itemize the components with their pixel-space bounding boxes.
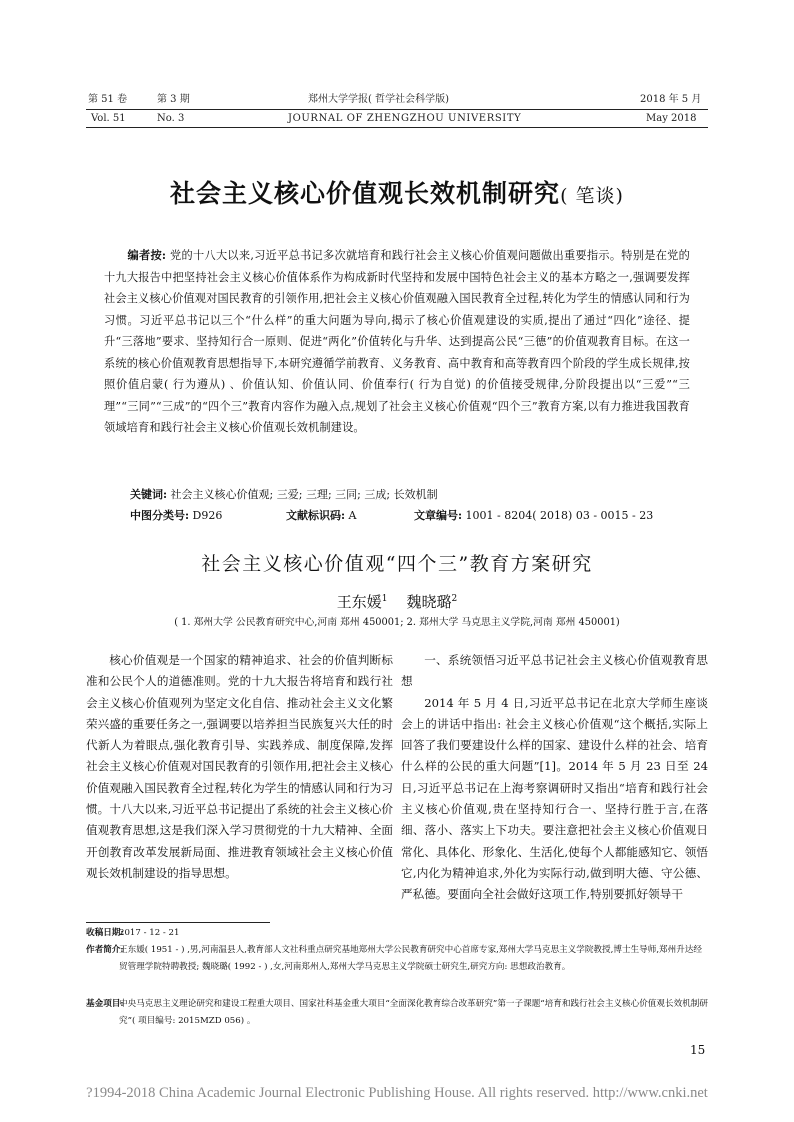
author-1: 王东媛 [336,593,382,611]
keywords [130,488,438,502]
footnote-received [86,925,708,942]
article-title: 社会主义核心价值观“四个三”教育方案研究 [201,553,593,575]
document-code [286,509,357,523]
fund-label: 基金项目: [86,999,124,1009]
section-1-paragraph: 2014 年 5 月 4 日,习近平总书记在北京大学师生座谈会上的讲话中指出: 社会主义核心价值观“这个概括,实际上回答了我们要建设什么样的国家、建设什么样的社会、培育什么样的公民的重大问题”[1]。2014 年 5 月 23 日至 24 日,习近平总书记在上海考察调研时又指出“培育和践行社会主义核心价值观,贵在坚持知行合一、坚持行胜于言,在落细、落小、落实上下功夫。要注意把社会主义核心价值观日常化、具体化、形象化、生活化,使每个人都能感知它、领悟它,内化为精神追求,外化为实际行动,做到明大德、守公德、严私德。要面向全社会做好这项工作,特别要抓好领导干 [401,695,708,902]
footnote-rule [86,922,270,923]
copyright-line: ?1994-2018 China Academic Journal Electronic Publishing House. All rights reserved. http://www.cnki.net [86,1085,708,1101]
intro-paragraph: 核心价值观是一个国家的精神追求、社会的价值判断标准和公民个人的道德准则。党的十九大报告将培育和践行社会主义核心价值观列为坚定文化自信、推动社会主义文化繁荣兴盛的重要任务之一,强调要以培养担当民族复兴大任的时代新人为着眼点,强化教育引导、实践养成、制度保障,发挥社会主义核心价值观对国民教育的引领作用,把社会主义核心价值观融入国民教育全过程,转化为学生的情感认同和行为习惯。十八大以来,习近平总书记提出了系统的社会主义核心价值观教育思想,这是我们深入学习贯彻党的十九大精神、全面开创教育改革发展新局面、推进教育领域社会主义核心价值观长效机制建设的指导思想。 [86,653,393,880]
clc-value: D926 [189,509,223,522]
header-journal-cn: 郑州大学学报( 哲学社会科学版) [308,94,449,105]
doc-value: A [345,509,357,522]
author-bio-label: 作者简介: [86,945,124,955]
art-label: 文章编号: [414,509,463,522]
header-issue-cn: 第 3 期 [157,94,190,105]
header-rule-top [86,109,708,110]
series-title [0,174,794,210]
keywords-label: 关键词: [130,488,168,501]
keywords-text: 社会主义核心价值观; 三爱; 三理; 三同; 三成; 长效机制 [167,488,438,501]
author-2: 魏晓璐 [406,593,452,611]
author-1-affil-mark: 1 [381,594,388,604]
editor-note [104,245,690,439]
body-column-right [401,650,708,906]
series-title-sub: ( 笔谈) [560,185,624,207]
author-bio-value: 王东媛( 1951 - ) ,男,河南温县人,教育部人文社科重点研究基地郑州大学公民教育研究中心首席专家,郑州大学马克思主义学院教授,博士生导师,郑州升达经贸管理学院特聘教授; 魏晓璐( 1992 - ) ,女,河南郑州人,郑州大学马克思主义学院硕士研究生,研究方向: 思想政治教育。 [119,945,703,972]
header-volume-cn: 第 51 卷 [88,94,128,105]
fund-value: 中央马克思主义理论研究和建设工程重大项目、国家社科基金重大项目“全面深化教育综合改革研究”第一子课题“培育和践行社会主义核心价值观长效机制研究”( 项目编号: 2015MZD 056) 。 [119,999,708,1026]
footnote-fund [86,996,708,1030]
header-volume-en: Vol. 51 [91,113,126,124]
authors [0,591,794,612]
article-number [414,509,653,523]
received-label: 收稿日期: [86,928,124,938]
footnote-author-bio [86,942,708,976]
header-date-cn: 2018 年 5 月 [640,94,702,105]
header-issue-en: No. 3 [157,113,185,124]
received-value: 2017 - 12 - 21 [119,928,180,938]
page-number: 15 [690,1043,706,1057]
author-2-affil-mark: 2 [451,594,458,604]
clc-number [130,509,222,523]
doc-label: 文献标识码: [286,509,346,522]
body-column-left [86,650,393,884]
section-heading-1: 一、系统领悟习近平总书记社会主义核心价值观教育思想 [401,653,708,689]
editor-note-text: 党的十八大以来,习近平总书记多次就培育和践行社会主义核心价值观问题做出重要指示。特别是在党的十九大报告中把坚持社会主义核心价值体系作为构成新时代坚持和发展中国特色社会主义的基本方略之一,强调要发挥社会主义核心价值观对国民教育的引领作用,把社会主义核心价值观融入国民教育全过程,转化为学生的情感认同和行为习惯。习近平总书记以三个“什么样”的重大问题为导向,揭示了核心价值观建设的实质,提出了通过“四化”途径、提升“三落地”要求、坚持知行合一原则、促进“两化”价值转化与升华、达到提高公民“三德”的价值观教育目标。在这一系统的核心价值观教育思想指导下,本研究遵循学前教育、义务教育、高中教育和高等教育四个阶段的学生成长规律,按照价值启蒙( 行为遵从) 、价值认知、价值认同、价值奉行( 行为自觉) 的价值接受规律,分阶段提出以“三爱”“三理”“三同”“三成”的“四个三”教育内容作为融入点,规划了社会主义核心价值观“四个三”教育方案,以有力推进我国教育领域培育和践行社会主义核心价值观长效机制建设。 [104,249,690,434]
editor-note-label: 编者按: [127,248,167,262]
affiliations: ( 1. 郑州大学 公民教育研究中心,河南 郑州 450001; 2. 郑州大学 马克思主义学院,河南 郑州 450001) [174,617,620,628]
header-date-en: May 2018 [646,113,697,124]
art-value: 1001 - 8204( 2018) 03 - 0015 - 23 [462,509,654,522]
header-rule-bottom [86,127,708,128]
clc-label: 中图分类号: [130,509,190,522]
series-title-main: 社会主义核心价值观长效机制研究 [170,179,561,208]
header-journal-en: JOURNAL OF ZHENGZHOU UNIVERSITY [288,113,522,124]
